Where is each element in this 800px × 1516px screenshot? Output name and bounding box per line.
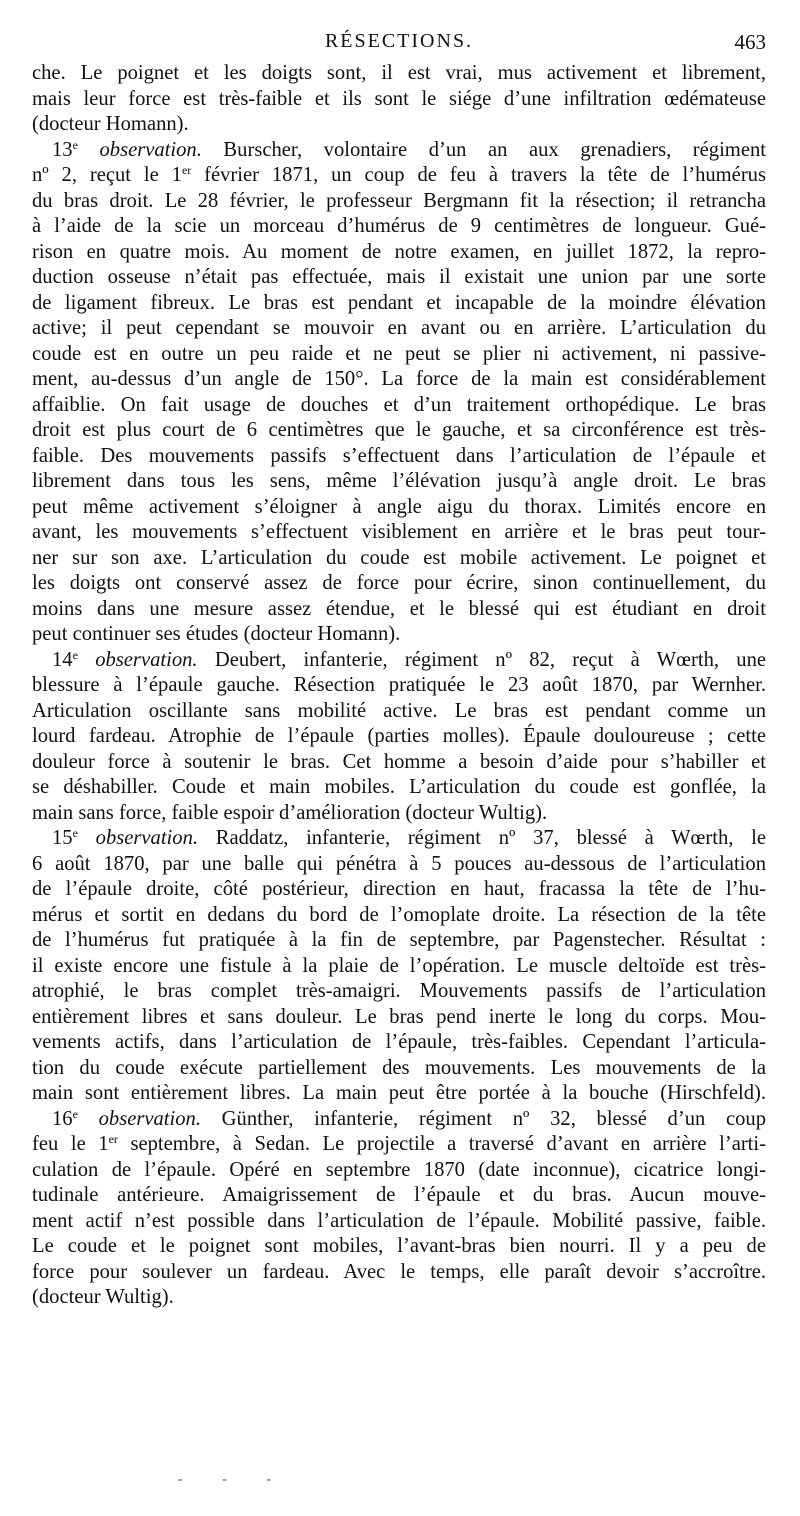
text-line bbox=[32, 775, 766, 801]
line-text: rison en quatre mois. Au moment de notre examen, en juillet 1872, la repro- bbox=[32, 240, 766, 263]
line-text: se déshabiller. Coude et main mobiles. L’articulation du coude est gonflée, la bbox=[32, 776, 766, 798]
observation-number: 16 bbox=[52, 1107, 73, 1130]
line-text: Günther, infanterie, régiment nº 32, blessé d’un coup bbox=[201, 1107, 767, 1130]
line-text: droit est plus court de 6 centimètres que le gauche, et sa circonférence est très- bbox=[32, 419, 766, 441]
body-text bbox=[32, 61, 766, 1311]
text-line bbox=[32, 852, 766, 878]
text-line bbox=[32, 1183, 766, 1209]
line-text: peut continuer ses études (docteur Homann). bbox=[32, 623, 401, 645]
text-line bbox=[32, 801, 766, 827]
text-line bbox=[32, 495, 766, 521]
observation-heading-line bbox=[32, 138, 766, 164]
line-text: peut même activement s’éloigner à angle aigu du thorax. Limités encore en bbox=[32, 495, 766, 518]
page-header bbox=[32, 30, 766, 58]
line-text: active; il peut cependant se mouvoir en avant ou en arrière. L’articulation du bbox=[32, 317, 766, 339]
observation-number: 14 bbox=[52, 648, 73, 671]
ordinal-suffix: er bbox=[181, 163, 192, 177]
text-line bbox=[32, 1132, 766, 1158]
line-text: culation de l’épaule. Opéré en septembre 1870 (date inconnue), cicatrice longi- bbox=[32, 1158, 766, 1181]
text-line bbox=[32, 1260, 766, 1286]
line-text: de l’épaule droite, côté postérieur, direction en haut, fracassa la tête de l’hu- bbox=[32, 878, 766, 900]
observation-number-suffix: e bbox=[72, 647, 78, 662]
observation-heading-line bbox=[32, 648, 766, 674]
line-text: Burscher, volontaire d’un an aux grenadiers, régiment bbox=[201, 138, 766, 161]
text-line bbox=[32, 367, 766, 393]
line-text: février 1871, un coup de feu à travers la tête de l’humérus bbox=[191, 164, 766, 186]
observation-number-suffix: e bbox=[72, 1106, 78, 1121]
line-text: main sont entièrement libres. La main peut être portée à la bouche (Hirschfeld). bbox=[32, 1082, 766, 1104]
line-text: ment actif n’est possible dans l’articulation de l’épaule. Mobilité passive, faible. bbox=[32, 1209, 766, 1232]
text-line bbox=[32, 1005, 766, 1031]
text-line bbox=[32, 291, 766, 317]
text-line bbox=[32, 622, 766, 648]
line-text: librement dans tous les sens, même l’élévation jusqu’à angle droit. Le bras bbox=[32, 470, 766, 492]
running-title: RÉSECTIONS. bbox=[324, 30, 474, 52]
text-line bbox=[32, 673, 766, 699]
text-line bbox=[32, 418, 766, 444]
text-line bbox=[32, 444, 766, 470]
text-line bbox=[32, 1285, 766, 1311]
line-text: force pour soulever un fardeau. Avec le temps, elle paraît devoir s’accroître. bbox=[32, 1260, 766, 1283]
line-text: ment, au-dessus d’un angle de 150°. La force de la main est considérablement bbox=[32, 368, 766, 390]
text-line bbox=[32, 928, 766, 954]
line-prefix: feu le 1 bbox=[32, 1133, 109, 1155]
line-text: coude est en outre un peu raide et ne peut se plier ni activement, ni passive- bbox=[32, 342, 766, 365]
text-line bbox=[32, 1158, 766, 1184]
line-text: moins dans une mesure assez étendue, et le blessé qui est étudiant en droit bbox=[32, 597, 766, 620]
text-line bbox=[32, 61, 766, 87]
line-text: tudinale antérieure. Amaigrissement de l’épaule et du bras. Aucun mouve- bbox=[32, 1184, 766, 1206]
line-text: lourd fardeau. Atrophie de l’épaule (parties molles). Épaule douloureuse ; cette bbox=[32, 725, 766, 747]
text-line bbox=[32, 393, 766, 419]
text-line bbox=[32, 699, 766, 725]
text-line bbox=[32, 189, 766, 215]
text-line bbox=[32, 1030, 766, 1056]
line-text: mais leur force est très-faible et ils sont le siége d’une infiltration œdémateuse bbox=[32, 87, 766, 110]
text-line bbox=[32, 1209, 766, 1235]
text-line bbox=[32, 903, 766, 929]
line-text: avant, les mouvements s’effectuent visiblement en arrière et le bras peut tour- bbox=[32, 521, 766, 543]
observation-heading-line bbox=[32, 1107, 766, 1133]
text-line bbox=[32, 724, 766, 750]
line-text: les doigts ont conservé assez de force pour écrire, sinon continuellement, du bbox=[32, 572, 766, 594]
text-line bbox=[32, 214, 766, 240]
line-text: atrophié, le bras complet très-amaigri. Mouvements passifs de l’articulation bbox=[32, 980, 766, 1002]
line-text: septembre, à Sedan. Le projectile a traversé d’avant en arrière l’arti- bbox=[117, 1133, 766, 1155]
line-text: faible. Des mouvements passifs s’effectuent dans l’articulation de l’épaule et bbox=[32, 444, 766, 467]
text-line bbox=[32, 469, 766, 495]
line-text: ner sur son axe. L’articulation du coude est mobile activement. Le poignet et bbox=[32, 546, 766, 569]
observation-number-suffix: e bbox=[72, 826, 78, 840]
line-text: che. Le poignet et les doigts sont, il est vrai, mus activement et librement, bbox=[32, 62, 766, 84]
line-text: Deubert, infanterie, régiment nº 82, reçut à Wœrth, une bbox=[197, 648, 767, 671]
line-text: du bras droit. Le 28 février, le professeur Bergmann fit la résection; il retrancha bbox=[32, 189, 766, 212]
observation-label: observation. bbox=[99, 138, 202, 161]
page-number: 463 bbox=[734, 30, 766, 54]
observation-label: observation. bbox=[95, 648, 198, 671]
observation-label: observation. bbox=[98, 1107, 201, 1130]
line-text: tion du coude exécute partiellement des mouvements. Les mouvements de la bbox=[32, 1056, 766, 1079]
text-line bbox=[32, 520, 766, 546]
line-text: 6 août 1870, par une balle qui pénétra à 5 pouces au-dessous de l’articulation bbox=[32, 852, 766, 875]
text-line bbox=[32, 342, 766, 368]
text-line bbox=[32, 1234, 766, 1260]
line-text: Articulation oscillante sans mobilité active. Le bras est pendant comme un bbox=[32, 699, 766, 722]
line-text: il existe encore une fistule à la plaie de l’opération. Le muscle deltoïde est très- bbox=[32, 954, 766, 977]
line-text: affaiblie. On fait usage de douches et d’un traitement orthopédique. Le bras bbox=[32, 393, 766, 416]
text-line bbox=[32, 265, 766, 291]
line-text: de l’humérus fut pratiquée à la fin de septembre, par Pagenstecher. Résultat : bbox=[32, 929, 766, 951]
text-line bbox=[32, 954, 766, 980]
line-prefix: nº 2, reçut le 1 bbox=[32, 164, 182, 186]
line-text: douleur force à soutenir le bras. Cet homme a besoin d’aide pour s’habiller et bbox=[32, 750, 766, 773]
line-text: de ligament fibreux. Le bras est pendant et incapable de la moindre élévation bbox=[32, 291, 766, 314]
line-text: (docteur Wultig). bbox=[32, 1286, 174, 1308]
line-text: Le coude et le poignet sont mobiles, l’avant-bras bien nourri. Il y a peu de bbox=[32, 1235, 766, 1257]
line-text: Raddatz, infanterie, régiment nº 37, blessé à Wœrth, le bbox=[198, 827, 766, 849]
text-line bbox=[32, 877, 766, 903]
text-line bbox=[32, 163, 766, 189]
observation-number: 13 bbox=[52, 138, 73, 161]
observation-label: observation. bbox=[95, 827, 199, 849]
text-line bbox=[32, 87, 766, 113]
line-text: blessure à l’épaule gauche. Résection pratiquée le 23 août 1870, par Wernher. bbox=[32, 674, 766, 696]
line-text: (docteur Homann). bbox=[32, 113, 189, 135]
ordinal-suffix: er bbox=[108, 1132, 118, 1146]
text-line bbox=[32, 316, 766, 342]
text-line bbox=[32, 750, 766, 776]
text-line bbox=[32, 571, 766, 597]
line-text: mérus et sortit en dedans du bord de l’omoplate droite. La résection de la tête bbox=[32, 903, 766, 926]
text-line bbox=[32, 240, 766, 266]
observation-number-suffix: e bbox=[72, 137, 78, 152]
line-text: vements actifs, dans l’articulation de l’épaule, très-faibles. Cependant l’articula- bbox=[32, 1031, 766, 1053]
observation-number: 15 bbox=[52, 827, 73, 849]
line-text: à l’aide de la scie un morceau d’humérus de 9 centimètres de longueur. Gué- bbox=[32, 215, 766, 237]
text-line bbox=[32, 1056, 766, 1082]
text-line bbox=[32, 546, 766, 572]
text-line bbox=[32, 112, 766, 138]
footer-marks: - - - bbox=[178, 1472, 289, 1487]
line-text: duction osseuse n’était pas effectuée, mais il existait une union par une sorte bbox=[32, 266, 766, 288]
line-text: entièrement libres et sans douleur. Le bras pend inerte le long du corps. Mou- bbox=[32, 1005, 766, 1028]
text-line bbox=[32, 979, 766, 1005]
observation-heading-line bbox=[32, 826, 766, 852]
text-line bbox=[32, 597, 766, 623]
line-text: main sans force, faible espoir d’amélioration (docteur Wultig). bbox=[32, 801, 548, 824]
text-line bbox=[32, 1081, 766, 1107]
